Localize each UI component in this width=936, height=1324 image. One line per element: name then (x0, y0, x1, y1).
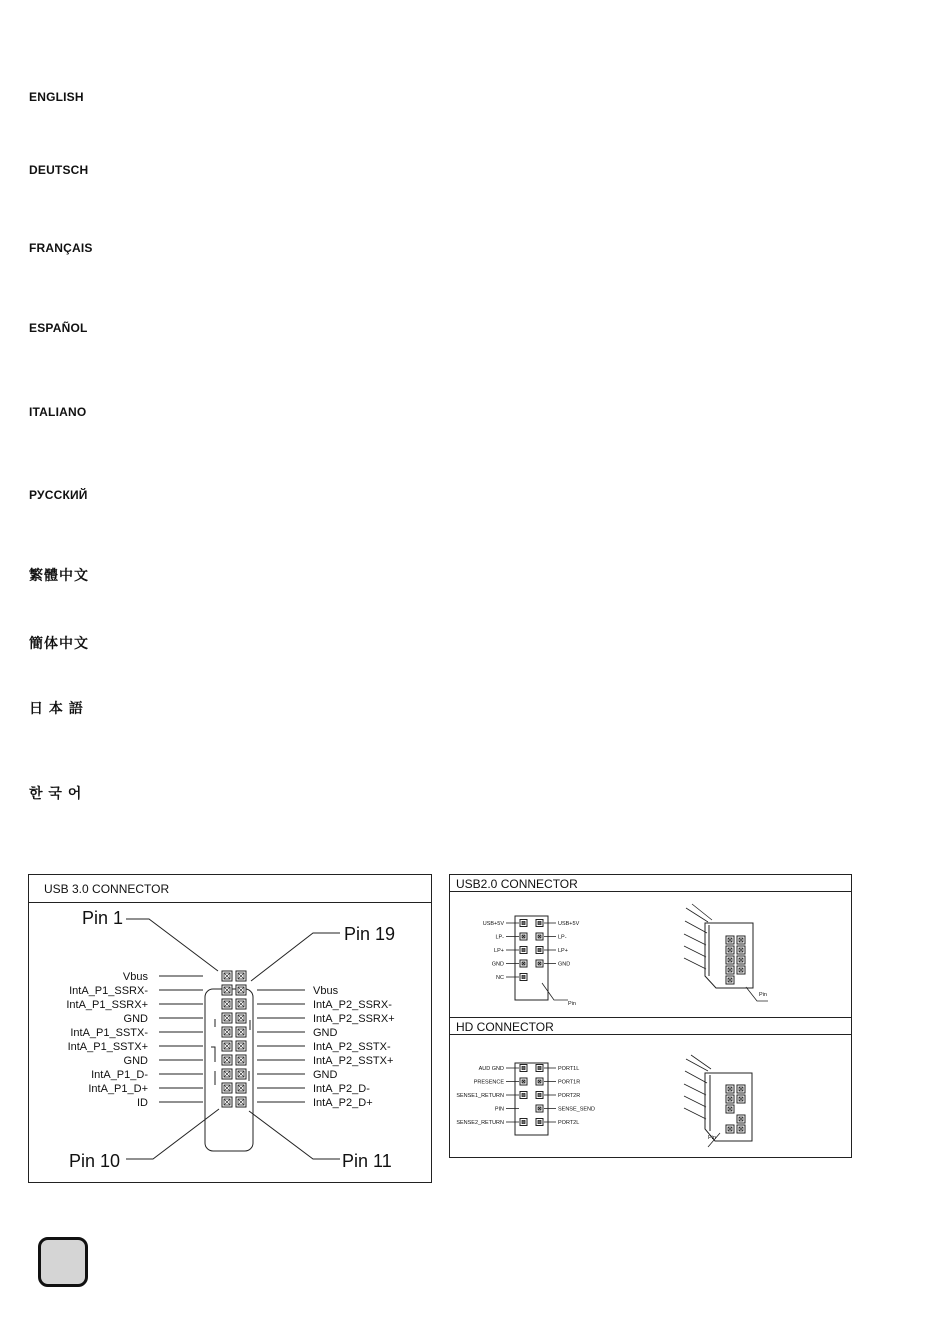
pin11-label: Pin 11 (342, 1151, 392, 1171)
usb3-pin-right-6 (236, 1041, 246, 1051)
hd-pin-right-3 (536, 1092, 543, 1099)
usb3-pin-right-3 (236, 999, 246, 1009)
usb2-side-pin (726, 966, 734, 974)
usb2-left-pin-label: NC (496, 975, 504, 981)
usb3-right-lead-lines (257, 990, 305, 1102)
usb2-left-pin-label: GND (491, 961, 504, 968)
language-heading-traditional-chinese: 繁體中文 (29, 567, 89, 583)
hd-side-pin (737, 1125, 745, 1133)
language-heading-korean: 한 국 어 (29, 785, 83, 801)
hd-pin-right-4 (536, 1105, 543, 1112)
hd-left-pin-label: PRESENCE (473, 1079, 504, 1086)
usb2-right-pin-label: USB+5V (558, 921, 580, 927)
usb3-left-pin-label: IntA_P1_D+ (88, 1083, 148, 1095)
usb3-left-pin-label: IntA_P1_SSRX- (69, 985, 148, 997)
usb2-pin-right-1 (536, 920, 543, 927)
usb2-pin-left-2 (520, 933, 527, 940)
usb3-pin-left-1 (222, 971, 232, 981)
hd-right-pin-label: PORT1L (558, 1066, 580, 1072)
language-heading-japanese: 日 本 語 (29, 700, 84, 716)
usb2-pin-right-4 (536, 960, 543, 967)
usb3-pin-right-8 (236, 1069, 246, 1079)
usb2-side-pin (726, 976, 734, 984)
pin19-leader (251, 933, 340, 981)
usb2-pinout-diagram (450, 892, 851, 1017)
hd-pin-right-2 (536, 1078, 543, 1085)
usb2-right-pin-label: GND (558, 961, 571, 968)
usb2-hd-connector-panel (449, 874, 852, 1158)
usb3-left-pin-label: IntA_P1_D- (91, 1069, 148, 1081)
usb2-pin-right-2 (536, 933, 543, 940)
hd-pin-left-5 (520, 1119, 527, 1126)
language-heading-deutsch: DEUTSCH (29, 163, 89, 177)
usb3-connector-panel (28, 874, 432, 1183)
hd-side-pin-label: Pin (708, 1135, 716, 1141)
usb3-right-pin-label: IntA_P2_SSTX- (313, 1041, 391, 1053)
usb3-left-pin-label: IntA_P1_SSTX- (70, 1027, 148, 1039)
pin1-leader (126, 919, 218, 971)
usb2-right-pin-label: LP+ (558, 948, 568, 954)
language-heading-francais: FRANÇAIS (29, 241, 93, 255)
page-number-box (38, 1237, 88, 1287)
hd-pin-left-1 (520, 1065, 527, 1072)
usb2-side-pin (726, 956, 734, 964)
hd-left-pin-label: PIN (494, 1106, 504, 1113)
hd-right-pin-label: SENSE_SEND (558, 1106, 595, 1113)
usb3-pin-grid (222, 971, 246, 1107)
language-heading-russian: РУССКИЙ (29, 488, 88, 502)
hd-right-pin-label: PORT2L (558, 1120, 580, 1126)
usb2-side-view (684, 904, 768, 1001)
usb3-pin-left-9 (222, 1083, 232, 1093)
hd-pin-right-1 (536, 1065, 543, 1072)
usb2-pin-label: Pin (568, 1001, 576, 1007)
usb2-side-pin (726, 946, 734, 954)
usb3-pin-left-6 (222, 1041, 232, 1051)
usb2-side-pin-label: Pin (759, 992, 767, 998)
hd-panel-title: HD CONNECTOR (456, 1020, 554, 1034)
usb2-side-pin (737, 956, 745, 964)
usb2-pin-left-3 (520, 947, 527, 954)
usb3-right-pin-label: IntA_P2_D- (313, 1083, 370, 1095)
language-heading-italiano: ITALIANO (29, 405, 87, 419)
usb3-pin-left-2 (222, 985, 232, 995)
usb3-pin-left-3 (222, 999, 232, 1009)
pin19-label: Pin 19 (344, 924, 396, 944)
usb3-left-pin-label: GND (123, 1055, 148, 1067)
language-heading-espanol: ESPAÑOL (29, 321, 88, 335)
usb3-left-pin-label: GND (123, 1013, 148, 1025)
usb2-left-pin-label: USB+5V (482, 921, 504, 927)
usb3-left-pin-label: Vbus (122, 971, 148, 983)
hd-pin-left-2 (520, 1078, 527, 1085)
pin1-label: Pin 1 (82, 908, 124, 928)
usb3-left-pin-label: IntA_P1_SSTX+ (67, 1041, 148, 1053)
usb2-left-pin-label: LP- (495, 934, 504, 941)
usb3-pin-right-9 (236, 1083, 246, 1093)
pin10-label: Pin 10 (69, 1151, 121, 1171)
usb2-left-pin-label: LP+ (494, 948, 504, 954)
usb2-side-pin (737, 936, 745, 944)
usb2-right-pin-label: LP- (558, 934, 567, 941)
usb3-pin-right-1 (236, 971, 246, 981)
usb3-pin-right-7 (236, 1055, 246, 1065)
usb2-hd-divider (450, 1017, 851, 1018)
hd-side-view (684, 1055, 752, 1147)
usb2-side-pin (726, 936, 734, 944)
usb3-pin-left-4 (222, 1013, 232, 1023)
usb3-right-pin-label: IntA_P2_SSRX+ (313, 1013, 395, 1025)
hd-side-pin (726, 1085, 734, 1093)
hd-right-pin-label: PORT2R (558, 1093, 581, 1099)
usb3-pin-left-8 (222, 1069, 232, 1079)
usb3-right-pin-label: IntA_P2_D+ (313, 1097, 373, 1109)
hd-right-pin-label: PORT1R (558, 1079, 581, 1086)
usb3-right-pin-label: GND (313, 1027, 338, 1039)
hd-left-pin-label: SENSE1_RETURN (456, 1093, 504, 1099)
usb3-pin-right-10 (236, 1097, 246, 1107)
usb2-side-pin (737, 966, 745, 974)
hd-side-pin (726, 1095, 734, 1103)
usb2-panel-title: USB2.0 CONNECTOR (456, 877, 578, 891)
hd-side-pin (737, 1095, 745, 1103)
hd-side-pin (737, 1115, 745, 1123)
usb3-pin-left-10 (222, 1097, 232, 1107)
usb3-pin-right-4 (236, 1013, 246, 1023)
hd-pin-left-3 (520, 1092, 527, 1099)
usb3-right-pin-label: Vbus (313, 985, 339, 997)
usb3-right-pin-label: GND (313, 1069, 338, 1081)
usb3-panel-title: USB 3.0 CONNECTOR (44, 882, 170, 896)
usb2-pin-right-3 (536, 947, 543, 954)
usb3-pinout-diagram (29, 903, 431, 1181)
hd-pinout-diagram (450, 1035, 851, 1155)
language-heading-simplified-chinese: 簡体中文 (29, 635, 89, 651)
hd-side-pin (726, 1105, 734, 1113)
hd-pin-right-5 (536, 1119, 543, 1126)
hd-side-pin (726, 1125, 734, 1133)
usb3-left-pin-label: ID (137, 1097, 148, 1109)
usb3-pin-right-5 (236, 1027, 246, 1037)
hd-side-pin (737, 1085, 745, 1093)
usb3-right-pin-label: IntA_P2_SSTX+ (313, 1055, 394, 1067)
usb3-pin-left-7 (222, 1055, 232, 1065)
usb3-pin-left-5 (222, 1027, 232, 1037)
pin11-leader (249, 1111, 340, 1159)
usb3-right-pin-label: IntA_P2_SSRX- (313, 999, 392, 1011)
usb3-left-lead-lines (159, 976, 203, 1102)
usb2-pin-left-5 (520, 974, 527, 981)
hd-left-pin-label: AUD GND (478, 1066, 504, 1072)
hd-left-pin-label: SENSE2_RETURN (456, 1120, 504, 1126)
usb3-pin-right-2 (236, 985, 246, 995)
language-heading-english: ENGLISH (29, 90, 84, 104)
usb2-header-outline (515, 916, 548, 1000)
usb2-pin-left-1 (520, 920, 527, 927)
usb2-pin-left-4 (520, 960, 527, 967)
usb2-side-pin (737, 946, 745, 954)
usb3-left-pin-label: IntA_P1_SSRX+ (66, 999, 148, 1011)
